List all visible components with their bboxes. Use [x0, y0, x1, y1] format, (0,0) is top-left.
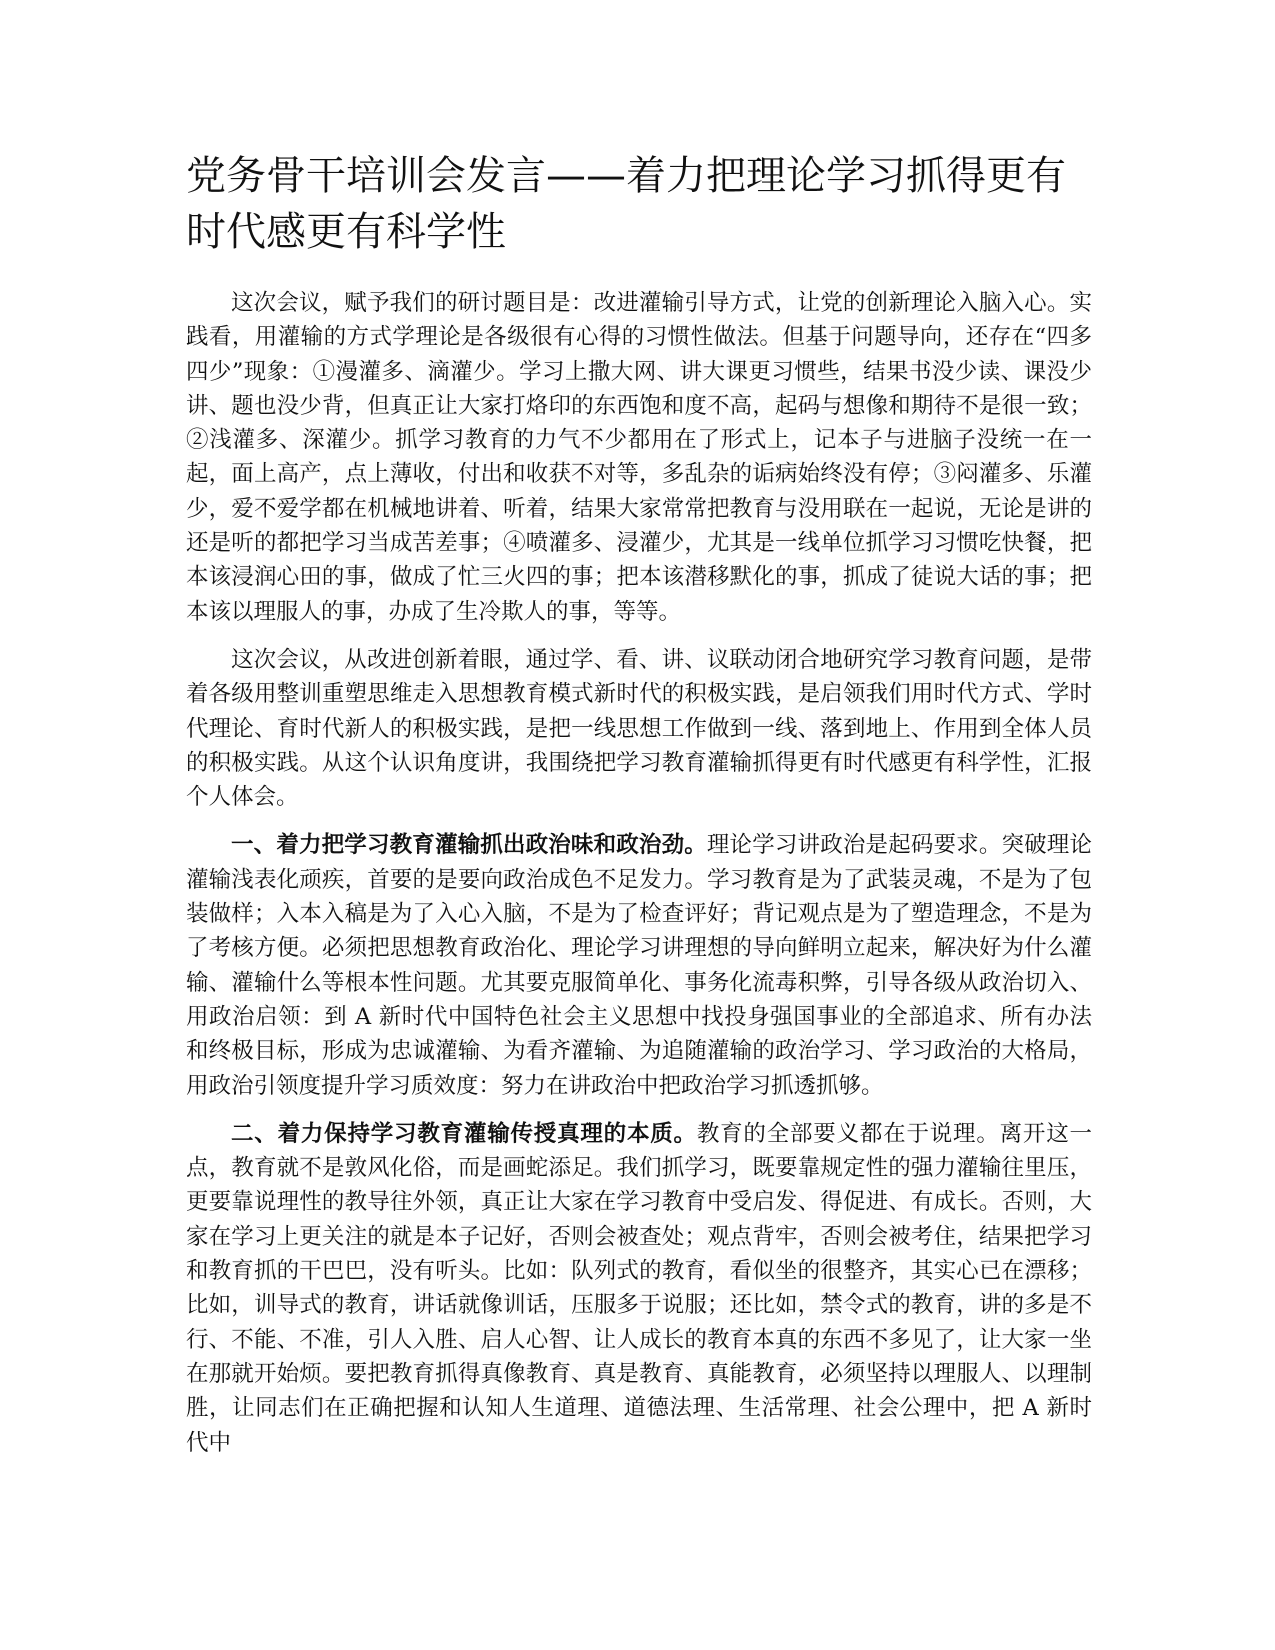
paragraph-text: 这次会议，赋予我们的研讨题目是：改进灌输引导方式，让党的创新理论入脑入心。实践看，用灌输的方式学理论是各级很有心得的习惯性做法。但基于问题导向，还存在“四多四少”现象：①漫灌多、滴灌少。学习上撒大网、讲大课更习惯些，结果书没少读、课没少讲、题也没少背，但真正让大家打烙印的东西饱和度不高，起码与想像和期待不是很一致；②浅灌多、深灌少。抓学习教育的力气不少都用在了形式上，记本子与进脑子没统一在一起，面上高产，点上薄收，付出和收获不对等，多乱杂的诟病始终没有停；③闷灌多、乐灌少，爱不爱学都在机械地讲着、听着，结果大家常常把教育与没用联在一起说，无论是讲的还是听的都把学习当成苦差事；④喷灌多、浸灌少，尤其是一线单位抓学习习惯吃快餐，把本该浸润心田的事，做成了忙三火四的事；把本该潜移默化的事，抓成了徒说大话的事；把本该以理服人的事，办成了生冷欺人的事，等等。: [186, 290, 1092, 625]
paragraph-text: 教育的全部要义都在于说理。离开这一点，教育就不是敦风化俗，而是画蛇添足。我们抓学习，既要靠规定性的强力灌输往里压，更要靠说理性的教导往外领，真正让大家在学习教育中受启发、得促进、有成长。否则，大家在学习上更关注的就是本子记好，否则会被查处；观点背牢，否则会被考住，结果把学习和教育抓的干巴巴，没有听头。比如：队列式的教育，看似坐的很整齐，其实心已在漂移；比如，训导式的教育，讲话就像训话，压服多于说服；还比如，禁令式的教育，讲的多是不行、不能、不准，引人入胜、启人心智、让人成长的教育本真的东西不多见了，让大家一坐在那就开始烦。要把教育抓得真像教育、真是教育、真能教育，必须坚持以理服人、以理制胜，让同志们在正确把握和认知人生道理、道德法理、生活常理、社会公理中，把 A 新时代中: [186, 1120, 1092, 1456]
paragraph-text: 这次会议，从改进创新着眼，通过学、看、讲、议联动闭合地研究学习教育问题，是带着各级用整训重塑思维走入思想教育模式新时代的积极实践，是启领我们用时代方式、学时代理论、育时代新人的积极实践，是把一线思想工作做到一线、落到地上、作用到全体人员的积极实践。从这个认识角度讲，我围绕把学习教育灌输抓得更有时代感更有科学性，汇报个人体会。: [186, 646, 1092, 811]
document-page: [186, 148, 1092, 1474]
paragraph-text: 理论学习讲政治是起码要求。突破理论灌输浅表化顽疾，首要的是要向政治成色不足发力。学习教育是为了武装灵魂，不是为了包装做样；入本入稿是为了入心入脑，不是为了检查评好；背记观点是为了塑造理念，不是为了考核方便。必须把思想教育政治化、理论学习讲理想的导向鲜明立起来，解决好为什么灌输、灌输什么等根本性问题。尤其要克服简单化、事务化流毒积弊，引导各级从政治切入、用政治启领：到 A 新时代中国特色社会主义思想中找投身强国事业的全部追求、所有办法和终极目标，形成为忠诚灌输、为看齐灌输、为追随灌输的政治学习、学习政治的大格局，用政治引领度提升学习质效度：努力在讲政治中把政治学习抓透抓够。: [186, 832, 1092, 1099]
paragraph-intro: [186, 286, 1092, 629]
section-heading: 一、着力把学习教育灌输抓出政治味和政治劲。: [231, 832, 707, 859]
paragraph-section-two: [186, 1117, 1092, 1460]
paragraph-purpose: [186, 643, 1092, 814]
paragraph-section-one: [186, 828, 1092, 1102]
section-heading: 二、着力保持学习教育灌输传授真理的本质。: [231, 1120, 697, 1147]
document-title: 党务骨干培训会发言——着力把理论学习抓得更有时代感更有科学性: [186, 153, 1066, 255]
